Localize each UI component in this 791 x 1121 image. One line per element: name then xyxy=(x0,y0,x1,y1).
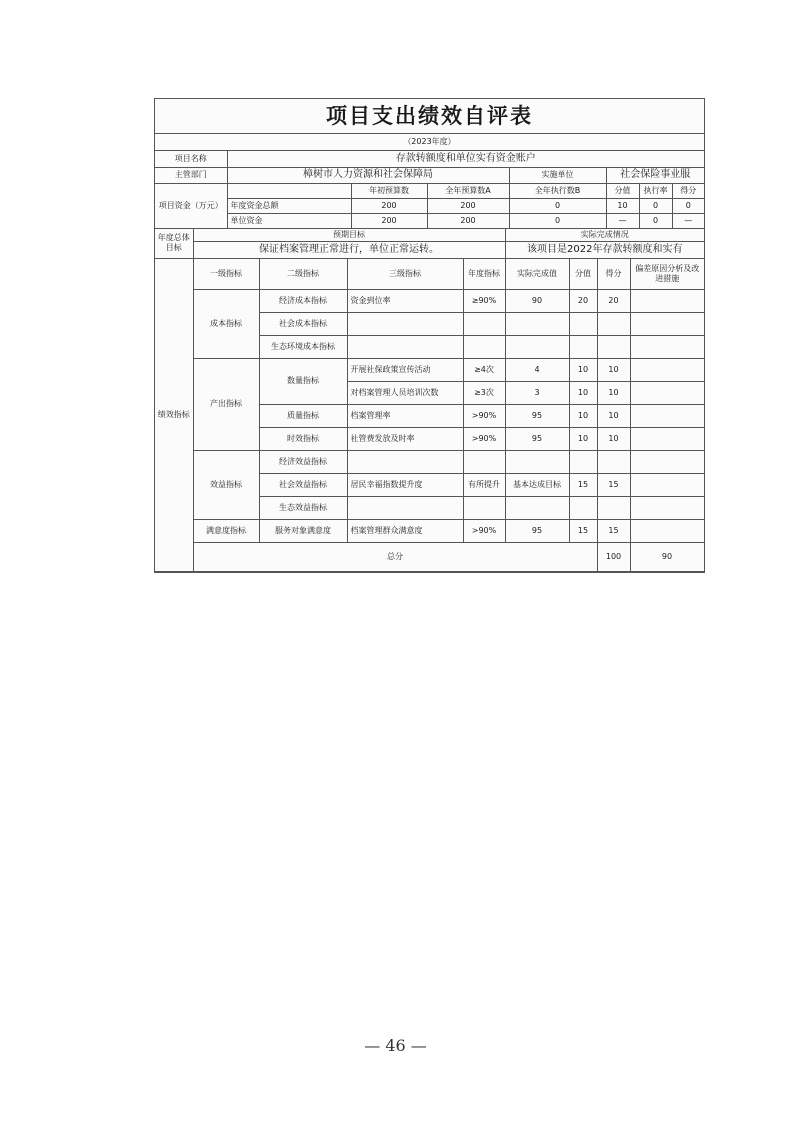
value-cell: 10 xyxy=(569,404,597,427)
level3-cell: 档案管理群众满意度 xyxy=(347,519,463,542)
target-cell: >90% xyxy=(463,404,505,427)
funds-row-score: 0 xyxy=(672,198,704,213)
analysis-cell xyxy=(630,519,704,542)
value-cell: 15 xyxy=(569,473,597,496)
level3-cell xyxy=(347,335,463,358)
analysis-cell xyxy=(630,312,704,335)
funds-header-rate: 执行率 xyxy=(639,183,672,198)
funds-row-name: 单位资金 xyxy=(227,213,351,228)
level2-cell: 经济效益指标 xyxy=(259,450,347,473)
impl-value: 社会保险事业服 xyxy=(606,167,704,183)
perf-header-actual: 实际完成值 xyxy=(505,259,569,289)
perf-header-level3: 三级指标 xyxy=(347,259,463,289)
target-cell: ≥3次 xyxy=(463,381,505,404)
score-cell: 10 xyxy=(597,404,630,427)
funds-row-initial: 200 xyxy=(351,198,427,213)
funds-row-rate: 0 xyxy=(639,198,672,213)
score-cell xyxy=(597,496,630,519)
score-cell xyxy=(597,335,630,358)
level3-cell xyxy=(347,450,463,473)
perf-side-label: 绩效指标 xyxy=(155,259,193,571)
level1-cost: 成本指标 xyxy=(193,289,259,358)
score-cell xyxy=(597,450,630,473)
funds-header-exec: 全年执行数B xyxy=(509,183,606,198)
analysis-cell xyxy=(630,404,704,427)
level2-cell: 质量指标 xyxy=(259,404,347,427)
form-year: （2023年度） xyxy=(155,134,704,151)
level3-cell: 资金到位率 xyxy=(347,289,463,312)
page-number: — 46 — xyxy=(364,1036,427,1055)
perf-header-target: 年度指标 xyxy=(463,259,505,289)
target-cell: >90% xyxy=(463,519,505,542)
value-cell: 20 xyxy=(569,289,597,312)
target-cell xyxy=(463,496,505,519)
dept-label: 主管部门 xyxy=(155,167,227,183)
level2-cell: 社会成本指标 xyxy=(259,312,347,335)
analysis-cell xyxy=(630,473,704,496)
level1-benefit: 效益指标 xyxy=(193,450,259,519)
level2-cell: 数量指标 xyxy=(259,358,347,404)
target-cell xyxy=(463,450,505,473)
total-score: 90 xyxy=(630,542,704,571)
target-cell: 有所提升 xyxy=(463,473,505,496)
level2-cell: 社会效益指标 xyxy=(259,473,347,496)
analysis-cell xyxy=(630,289,704,312)
actual-cell xyxy=(505,450,569,473)
score-cell xyxy=(597,312,630,335)
actual-cell: 90 xyxy=(505,289,569,312)
funds-row-full: 200 xyxy=(427,198,509,213)
funds-row-score: — xyxy=(672,213,704,228)
perf-header-value: 分值 xyxy=(569,259,597,289)
funds-header-score-value: 分值 xyxy=(606,183,639,198)
score-cell: 10 xyxy=(597,427,630,450)
level3-cell xyxy=(347,312,463,335)
form-title: 项目支出绩效自评表 xyxy=(155,99,704,134)
funds-row-exec: 0 xyxy=(509,213,606,228)
funds-row-name: 年度资金总额 xyxy=(227,198,351,213)
funds-row-score-value: — xyxy=(606,213,639,228)
actual-cell: 基本达成目标 xyxy=(505,473,569,496)
actual-cell xyxy=(505,496,569,519)
level3-cell: 社管费发放及时率 xyxy=(347,427,463,450)
value-cell xyxy=(569,450,597,473)
level3-cell: 开展社保政策宣传活动 xyxy=(347,358,463,381)
level3-cell: 居民幸福指数提升度 xyxy=(347,473,463,496)
analysis-cell xyxy=(630,358,704,381)
total-value: 100 xyxy=(597,542,630,571)
target-cell: ≥4次 xyxy=(463,358,505,381)
funds-header-blank xyxy=(227,183,351,198)
actual-cell: 95 xyxy=(505,427,569,450)
perf-header-level2: 二级指标 xyxy=(259,259,347,289)
score-cell: 20 xyxy=(597,289,630,312)
level3-cell: 对档案管理人员培训次数 xyxy=(347,381,463,404)
project-name-label: 项目名称 xyxy=(155,151,227,167)
target-cell xyxy=(463,312,505,335)
funds-row-initial: 200 xyxy=(351,213,427,228)
performance-table xyxy=(155,259,704,572)
perf-header-score: 得分 xyxy=(597,259,630,289)
score-cell: 15 xyxy=(597,519,630,542)
impl-label: 实施单位 xyxy=(509,167,606,183)
analysis-cell xyxy=(630,335,704,358)
score-cell: 10 xyxy=(597,358,630,381)
level2-cell: 生态环境成本指标 xyxy=(259,335,347,358)
funds-header-score: 得分 xyxy=(672,183,704,198)
value-cell: 10 xyxy=(569,358,597,381)
analysis-cell xyxy=(630,450,704,473)
actual-label: 实际完成情况 xyxy=(505,229,704,242)
level3-cell: 档案管理率 xyxy=(347,404,463,427)
actual-cell: 4 xyxy=(505,358,569,381)
score-cell: 10 xyxy=(597,381,630,404)
perf-header-analysis: 偏差原因分析及改进措施 xyxy=(630,259,704,289)
goals-label: 年度总体目标 xyxy=(155,229,193,259)
funds-row-rate: 0 xyxy=(639,213,672,228)
value-cell: 10 xyxy=(569,427,597,450)
level2-cell: 经济成本指标 xyxy=(259,289,347,312)
actual-result: 该项目是2022年存款转额度和实有 xyxy=(505,242,704,259)
level2-cell: 生态效益指标 xyxy=(259,496,347,519)
value-cell xyxy=(569,335,597,358)
analysis-cell xyxy=(630,496,704,519)
actual-cell: 3 xyxy=(505,381,569,404)
funds-row-score-value: 10 xyxy=(606,198,639,213)
value-cell: 10 xyxy=(569,381,597,404)
score-cell: 15 xyxy=(597,473,630,496)
analysis-cell xyxy=(630,427,704,450)
project-info-table xyxy=(155,151,704,229)
level2-cell: 服务对象满意度 xyxy=(259,519,347,542)
funds-header-initial: 年初预算数 xyxy=(351,183,427,198)
level1-satisfaction: 满意度指标 xyxy=(193,519,259,542)
goals-table xyxy=(155,229,704,260)
expected-goal: 保证档案管理正常进行，单位正常运转。 xyxy=(193,242,505,259)
level2-cell: 时效指标 xyxy=(259,427,347,450)
perf-header-level1: 一级指标 xyxy=(193,259,259,289)
funds-row-exec: 0 xyxy=(509,198,606,213)
expected-label: 预期目标 xyxy=(193,229,505,242)
project-name-value: 存款转额度和单位实有资金账户 xyxy=(227,151,704,167)
level3-cell xyxy=(347,496,463,519)
target-cell xyxy=(463,335,505,358)
funds-row-full: 200 xyxy=(427,213,509,228)
actual-cell: 95 xyxy=(505,519,569,542)
target-cell: ≥90% xyxy=(463,289,505,312)
actual-cell: 95 xyxy=(505,404,569,427)
funds-header-full: 全年预算数A xyxy=(427,183,509,198)
value-cell xyxy=(569,496,597,519)
value-cell: 15 xyxy=(569,519,597,542)
dept-value: 樟树市人力资源和社会保障局 xyxy=(227,167,509,183)
actual-cell xyxy=(505,335,569,358)
value-cell xyxy=(569,312,597,335)
analysis-cell xyxy=(630,381,704,404)
total-label: 总分 xyxy=(193,542,597,571)
target-cell: >90% xyxy=(463,427,505,450)
funds-label: 项目资金（万元） xyxy=(155,183,227,228)
actual-cell xyxy=(505,312,569,335)
self-evaluation-form xyxy=(154,98,705,573)
level1-output: 产出指标 xyxy=(193,358,259,450)
